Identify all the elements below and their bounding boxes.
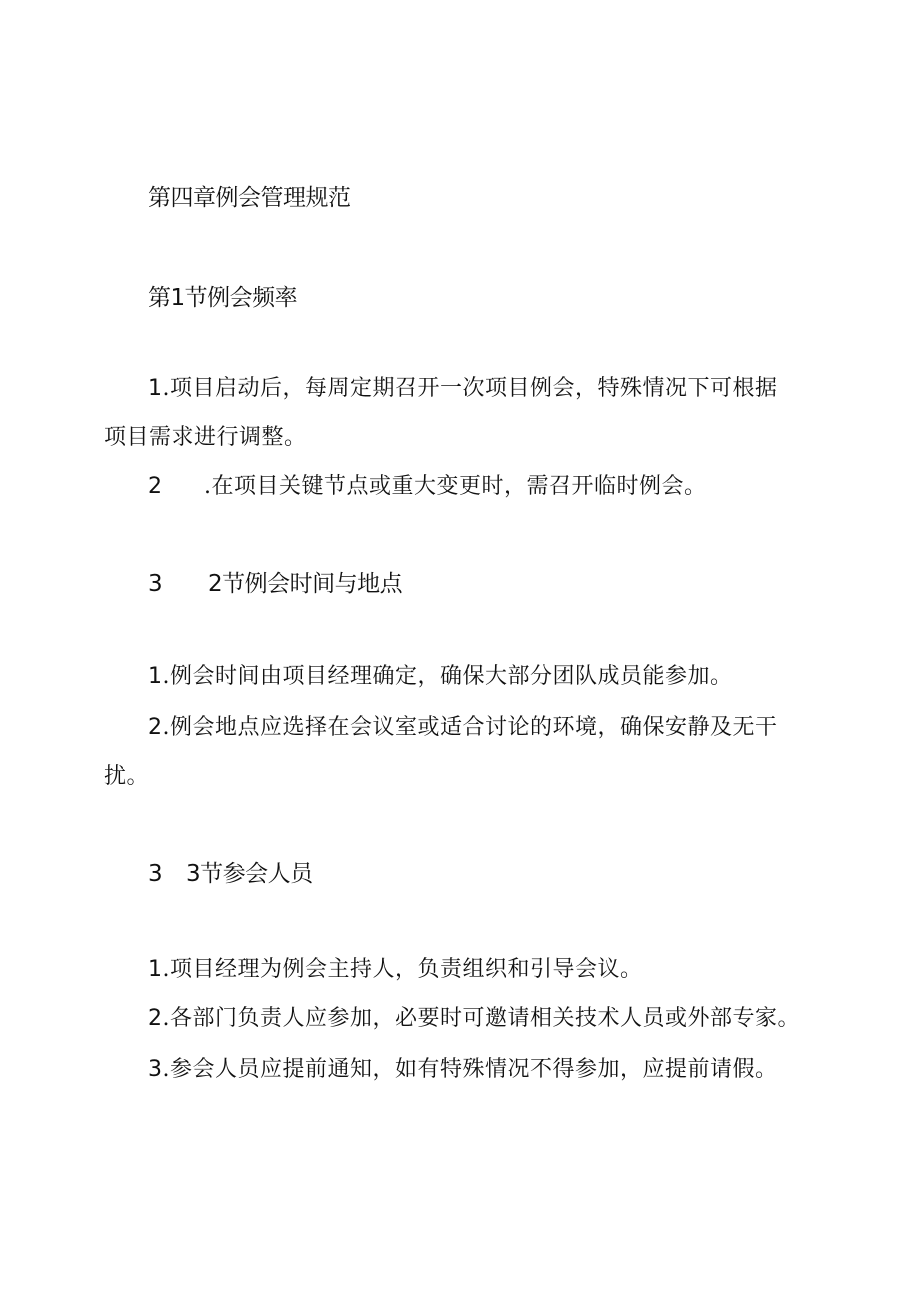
section-2-title [148, 569, 402, 599]
section-title-text: 3节参会人员 [186, 861, 313, 887]
item-text: .项目经理为例会主持人，负责组织和引导会议。 [162, 957, 643, 982]
item-number: 2 [148, 474, 163, 499]
item-text: .例会地点应选择在会议室或适合讨论的环境，确保安静及无干 [162, 715, 778, 740]
item-number: 1 [148, 376, 163, 401]
section-3-item-2 [148, 1004, 800, 1034]
section-2-item-2 [148, 713, 778, 743]
item-text: .参会人员应提前通知，如有特殊情况不得参加，应提前请假。 [162, 1057, 778, 1082]
section-1-title: 第1节例会频率 [148, 285, 298, 311]
section-1-item-2 [148, 472, 707, 502]
section-3-item-3 [148, 1055, 778, 1085]
item-text: .在项目关键节点或重大变更时，需召开临时例会。 [204, 474, 707, 499]
item-text: .项目启动后，每周定期召开一次项目例会，特殊情况下可根据 [162, 376, 778, 401]
section-3-title [148, 859, 313, 889]
chapter-title: 第四章例会管理规范 [148, 185, 351, 211]
section-2-item-1 [148, 662, 733, 692]
section-2-item-2-continuation: 扰。 [104, 764, 150, 789]
item-text: .例会时间由项目经理确定，确保大部分团队成员能参加。 [162, 664, 733, 689]
item-text: .各部门负责人应参加，必要时可邀请相关技术人员或外部专家。 [162, 1006, 800, 1031]
section-1-item-1-continuation: 项目需求进行调整。 [104, 425, 307, 450]
section-1-item-1 [148, 374, 778, 404]
item-number: 2 [148, 1006, 163, 1031]
section-prefix-number: 3 [148, 571, 163, 597]
section-prefix-number: 3 [148, 861, 163, 887]
item-number: 1 [148, 957, 163, 982]
item-number: 2 [148, 715, 163, 740]
section-title-text: 2节例会时间与地点 [208, 571, 403, 597]
item-number: 3 [148, 1057, 163, 1082]
item-number: 1 [148, 664, 163, 689]
section-3-item-1 [148, 955, 643, 985]
